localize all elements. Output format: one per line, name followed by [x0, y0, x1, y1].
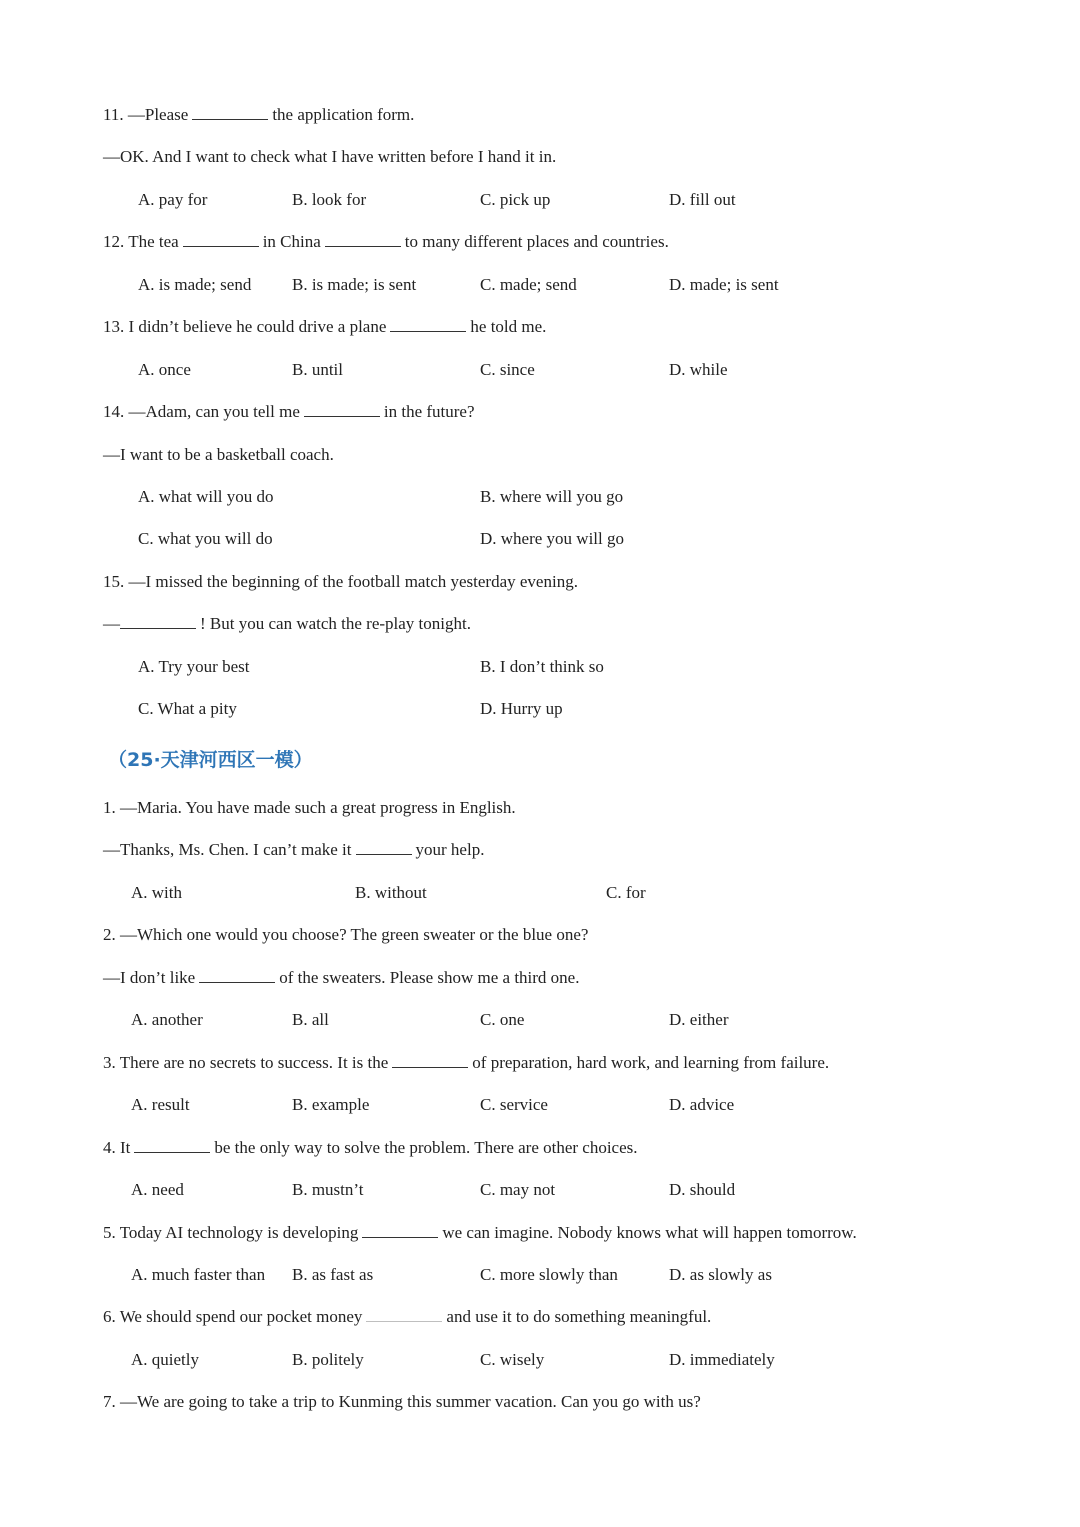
answer-blank [325, 232, 401, 247]
question-text: in China [262, 232, 321, 251]
option-b: B. politely [292, 1350, 364, 1369]
option-c: C. made; send [480, 275, 577, 294]
option-d: D. advice [669, 1095, 735, 1114]
answer-blank [199, 968, 275, 983]
option-d: D. as slowly as [669, 1265, 772, 1284]
option-c: C. may not [480, 1180, 556, 1199]
answer-blank [366, 1307, 442, 1322]
option-d: D. either [669, 1010, 729, 1029]
option-b: B. all [292, 1010, 329, 1029]
question-text: — [103, 614, 120, 633]
option-c: C. wisely [480, 1350, 545, 1369]
question-text: the application form. [272, 105, 415, 124]
option-b: B. I don’t think so [480, 657, 604, 676]
question-11-reply: —OK. And I want to check what I have written before I hand it in. [103, 147, 557, 166]
answer-blank [304, 402, 380, 417]
question-text: —Thanks, Ms. Chen. I can’t make it [103, 840, 352, 859]
answer-blank [134, 1138, 210, 1153]
question-text: in the future? [383, 402, 475, 421]
question-1-reply [103, 839, 484, 861]
option-a: A. result [131, 1095, 190, 1114]
question-1: 1. —Maria. You have made such a great progress in English. [103, 798, 516, 817]
option-a: A. quietly [131, 1350, 199, 1369]
option-c: C. one [480, 1010, 525, 1029]
question-2-reply [103, 967, 579, 989]
question-text: and use it to do something meaningful. [446, 1307, 712, 1326]
option-c: C. more slowly than [480, 1265, 618, 1284]
option-d: D. made; is sent [669, 275, 779, 294]
question-text: 14. —Adam, can you tell me [103, 402, 300, 421]
option-c: C. pick up [480, 190, 551, 209]
question-12 [103, 231, 669, 253]
question-4 [103, 1137, 638, 1159]
option-b: B. as fast as [292, 1265, 374, 1284]
question-text: 6. We should spend our pocket money [103, 1307, 363, 1326]
question-14 [103, 401, 475, 423]
question-7: 7. —We are going to take a trip to Kunming this summer vacation. Can you go with us? [103, 1392, 701, 1411]
question-text: 12. The tea [103, 232, 179, 251]
answer-blank [390, 317, 466, 332]
question-text: be the only way to solve the problem. There are other choices. [214, 1138, 638, 1157]
option-a: A. pay for [138, 190, 208, 209]
option-a: A. once [138, 360, 191, 379]
question-13 [103, 316, 546, 338]
option-c: C. service [480, 1095, 548, 1114]
question-text: 3. There are no secrets to success. It is the [103, 1053, 389, 1072]
option-a: A. what will you do [138, 487, 274, 506]
option-d: D. fill out [669, 190, 736, 209]
question-6 [103, 1306, 711, 1328]
question-2: 2. —Which one would you choose? The green sweater or the blue one? [103, 925, 589, 944]
question-text: to many different places and countries. [404, 232, 669, 251]
section-title: （25·天津河西区一模） [108, 749, 313, 771]
question-15: 15. —I missed the beginning of the football match yesterday evening. [103, 572, 578, 591]
question-text: of the sweaters. Please show me a third one. [279, 968, 580, 987]
option-a: A. Try your best [138, 657, 250, 676]
answer-blank [120, 614, 196, 629]
option-d: D. where you will go [480, 529, 625, 548]
question-text: 4. It [103, 1138, 131, 1157]
option-d: D. should [669, 1180, 736, 1199]
option-d: D. immediately [669, 1350, 775, 1369]
option-a: A. much faster than [131, 1265, 266, 1284]
question-text: 5. Today AI technology is developing [103, 1223, 359, 1242]
answer-blank [392, 1053, 468, 1068]
option-b: B. without [355, 883, 427, 902]
option-c: C. What a pity [138, 699, 237, 718]
option-c: C. since [480, 360, 535, 379]
question-text: he told me. [470, 317, 547, 336]
question-text: 13. I didn’t believe he could drive a plane [103, 317, 387, 336]
answer-blank [183, 232, 259, 247]
question-3 [103, 1052, 829, 1074]
option-b: B. until [292, 360, 344, 379]
option-d: D. while [669, 360, 728, 379]
option-c: C. for [606, 883, 646, 902]
answer-blank [362, 1223, 438, 1238]
question-text: ! But you can watch the re-play tonight. [200, 614, 471, 633]
option-a: A. another [131, 1010, 203, 1029]
answer-blank [192, 105, 268, 120]
answer-blank [356, 840, 412, 855]
option-b: B. mustn’t [292, 1180, 364, 1199]
option-a: A. need [131, 1180, 184, 1199]
option-c: C. what you will do [138, 529, 273, 548]
option-b: B. look for [292, 190, 367, 209]
question-text: of preparation, hard work, and learning from failure. [472, 1053, 830, 1072]
question-text: your help. [415, 840, 485, 859]
question-text: —I don’t like [103, 968, 196, 987]
question-11 [103, 104, 414, 126]
option-a: A. with [131, 883, 182, 902]
question-14-reply: —I want to be a basketball coach. [103, 445, 334, 464]
question-text: we can imagine. Nobody knows what will happen tomorrow. [442, 1223, 857, 1242]
question-text: 11. —Please [103, 105, 189, 124]
option-d: D. Hurry up [480, 699, 563, 718]
question-5 [103, 1222, 857, 1244]
option-b: B. is made; is sent [292, 275, 417, 294]
question-15-reply [103, 613, 471, 635]
option-b: B. example [292, 1095, 370, 1114]
option-b: B. where will you go [480, 487, 624, 506]
option-a: A. is made; send [138, 275, 252, 294]
